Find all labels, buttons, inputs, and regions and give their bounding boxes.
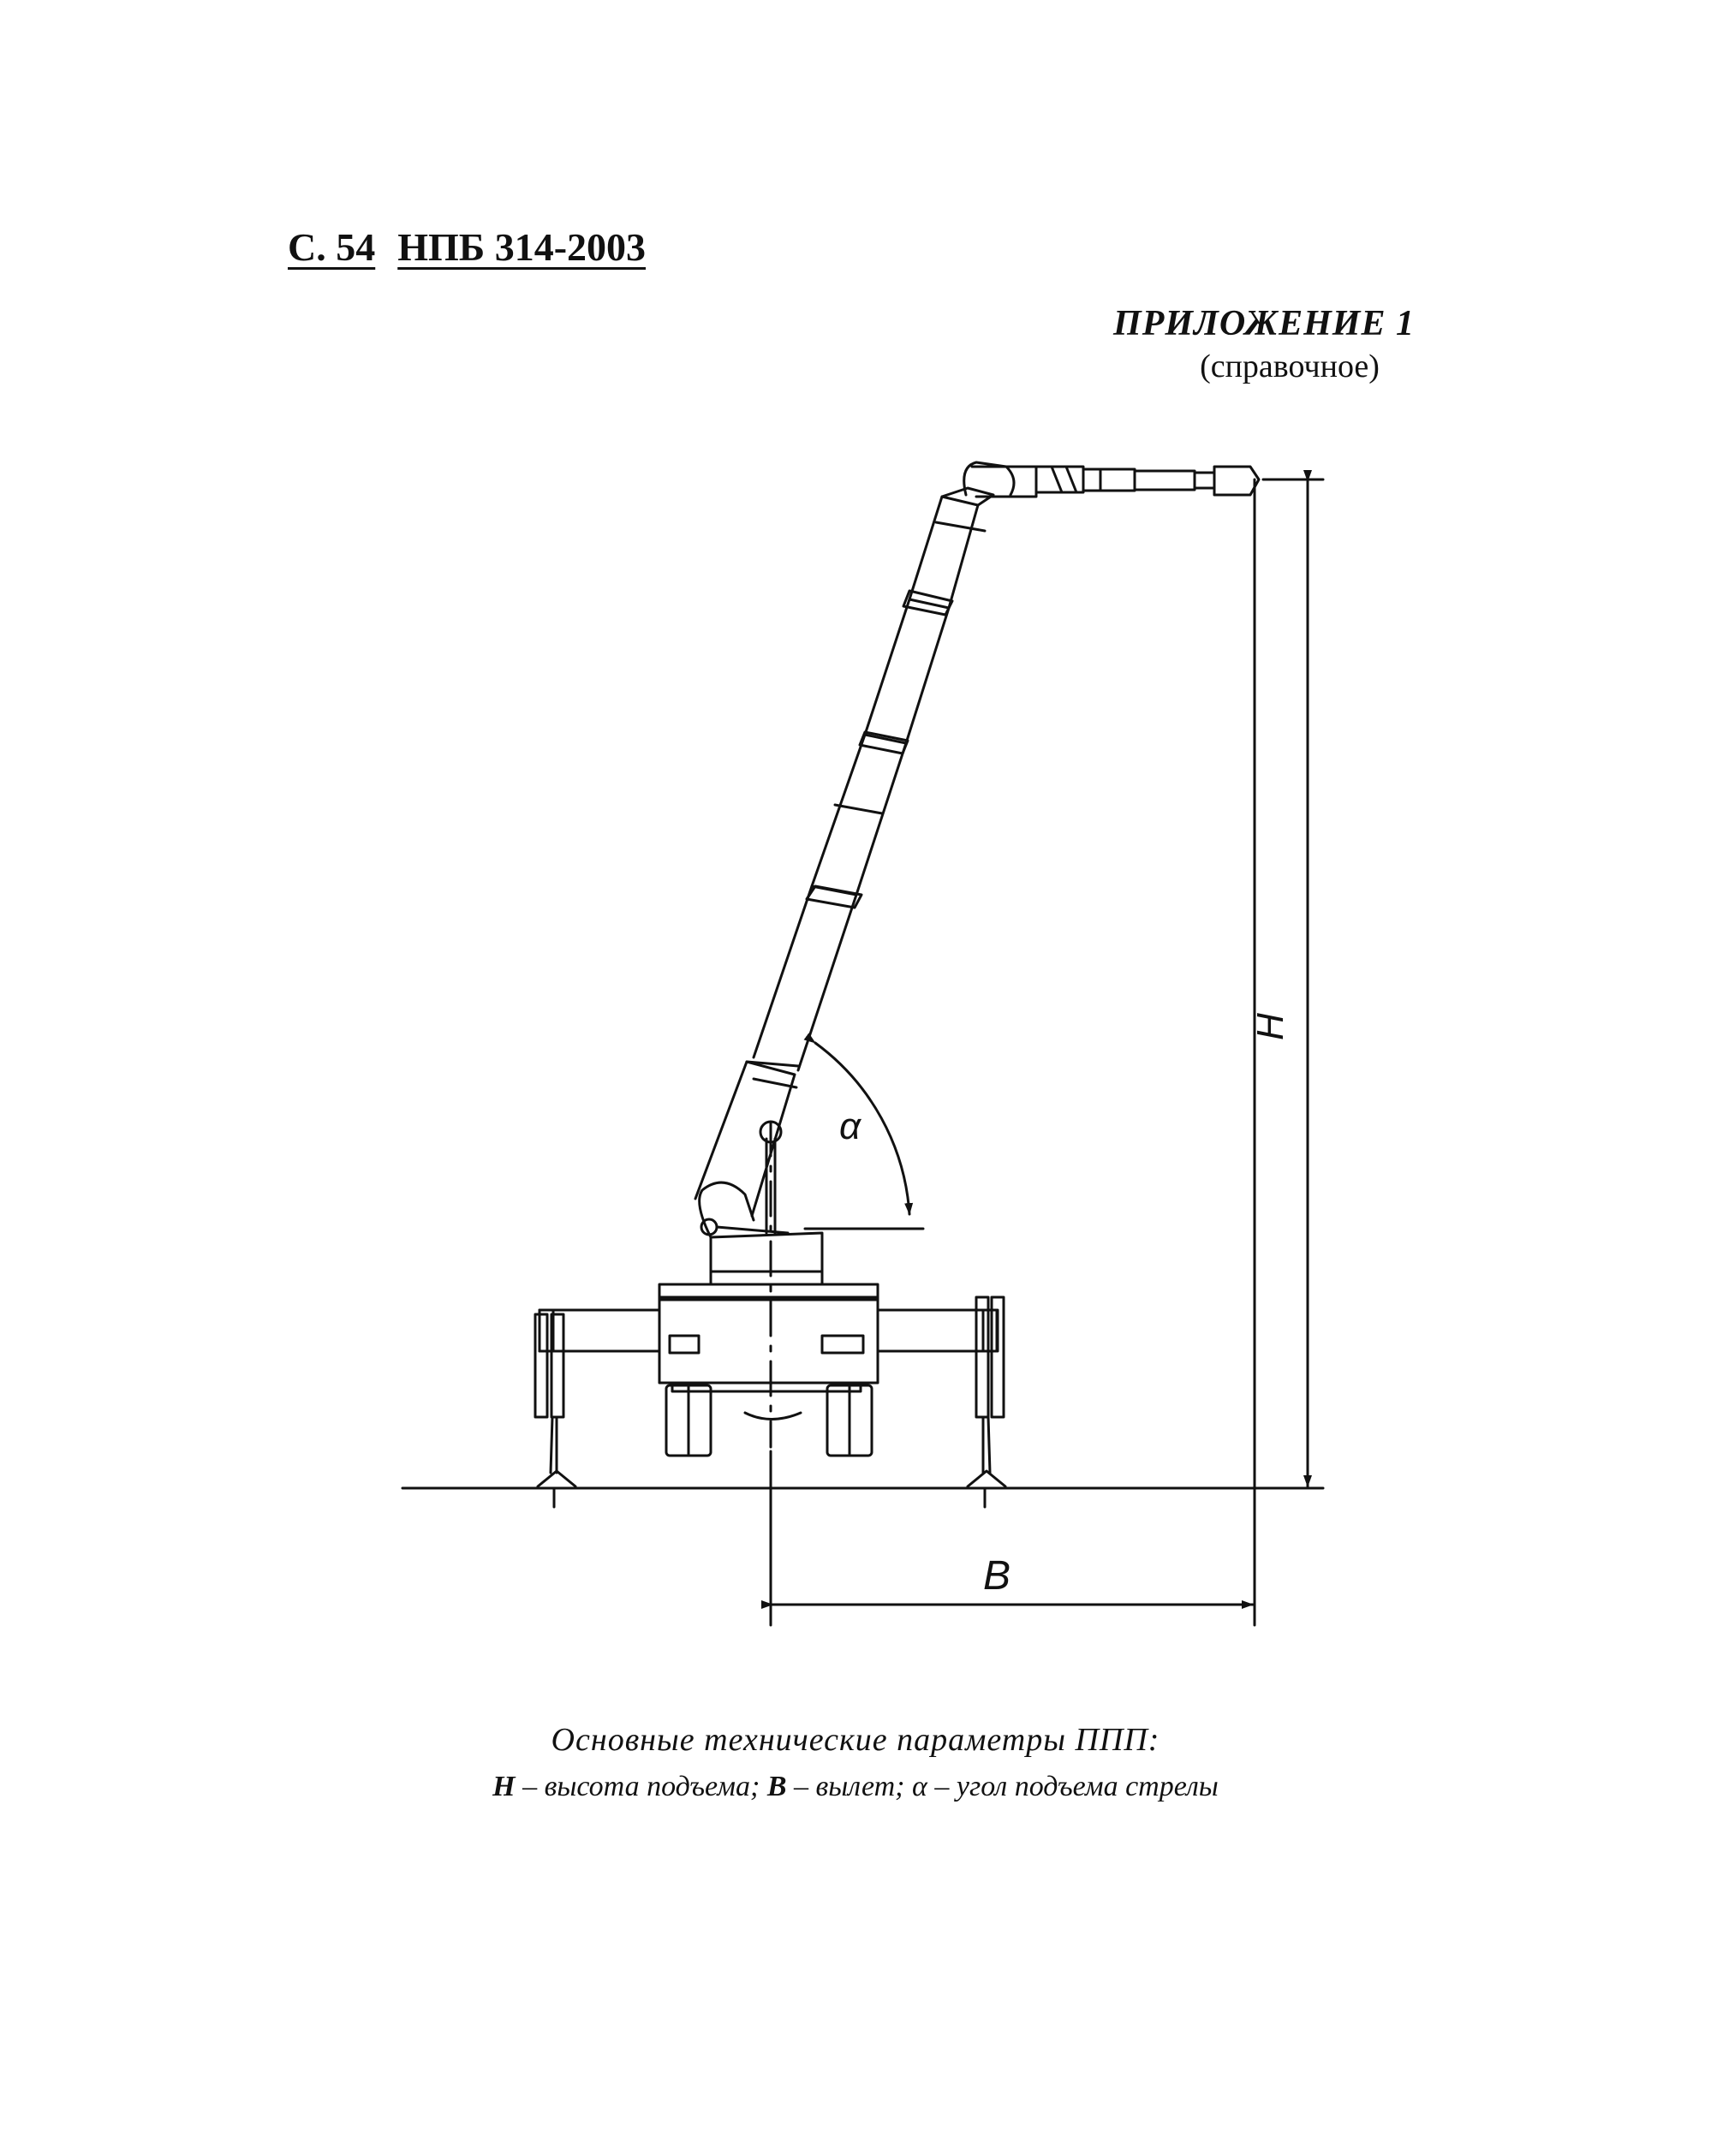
page-ref: С. 54 xyxy=(288,225,376,269)
boom-head xyxy=(964,462,1259,497)
doc-code: НПБ 314-2003 xyxy=(397,225,647,269)
caption-h-text: – высота подъема; xyxy=(515,1771,767,1802)
turntable xyxy=(700,1182,822,1284)
height-label: H xyxy=(1249,1013,1291,1040)
caption-b-symbol: B xyxy=(766,1771,787,1802)
caption-alpha-text: – угол подъема стрелы xyxy=(927,1771,1219,1802)
chassis xyxy=(659,1284,878,1420)
reach-dimension xyxy=(771,1451,1253,1625)
left-outrigger xyxy=(535,1310,659,1507)
boom-telescopic xyxy=(754,488,993,1070)
caption-h-symbol: H xyxy=(492,1771,516,1802)
angle-alpha-dimension xyxy=(805,1043,923,1229)
height-dimension xyxy=(1255,479,1323,1625)
caption-alpha-symbol: α xyxy=(912,1771,927,1802)
reach-label: B xyxy=(983,1553,1011,1599)
appendix-title: ПРИЛОЖЕНИЕ 1 xyxy=(1113,304,1415,343)
caption-legend xyxy=(0,1771,1711,1803)
appendix-subtitle: (справочное) xyxy=(1200,348,1380,384)
angle-label: α xyxy=(839,1105,861,1147)
right-outrigger xyxy=(878,1297,1005,1507)
caption-title: Основные технические параметры ППП: xyxy=(551,1722,1160,1758)
caption-b-text: – вылет; xyxy=(786,1771,912,1802)
figure-caption xyxy=(0,1721,1711,1803)
boom-base-section xyxy=(695,1062,798,1233)
